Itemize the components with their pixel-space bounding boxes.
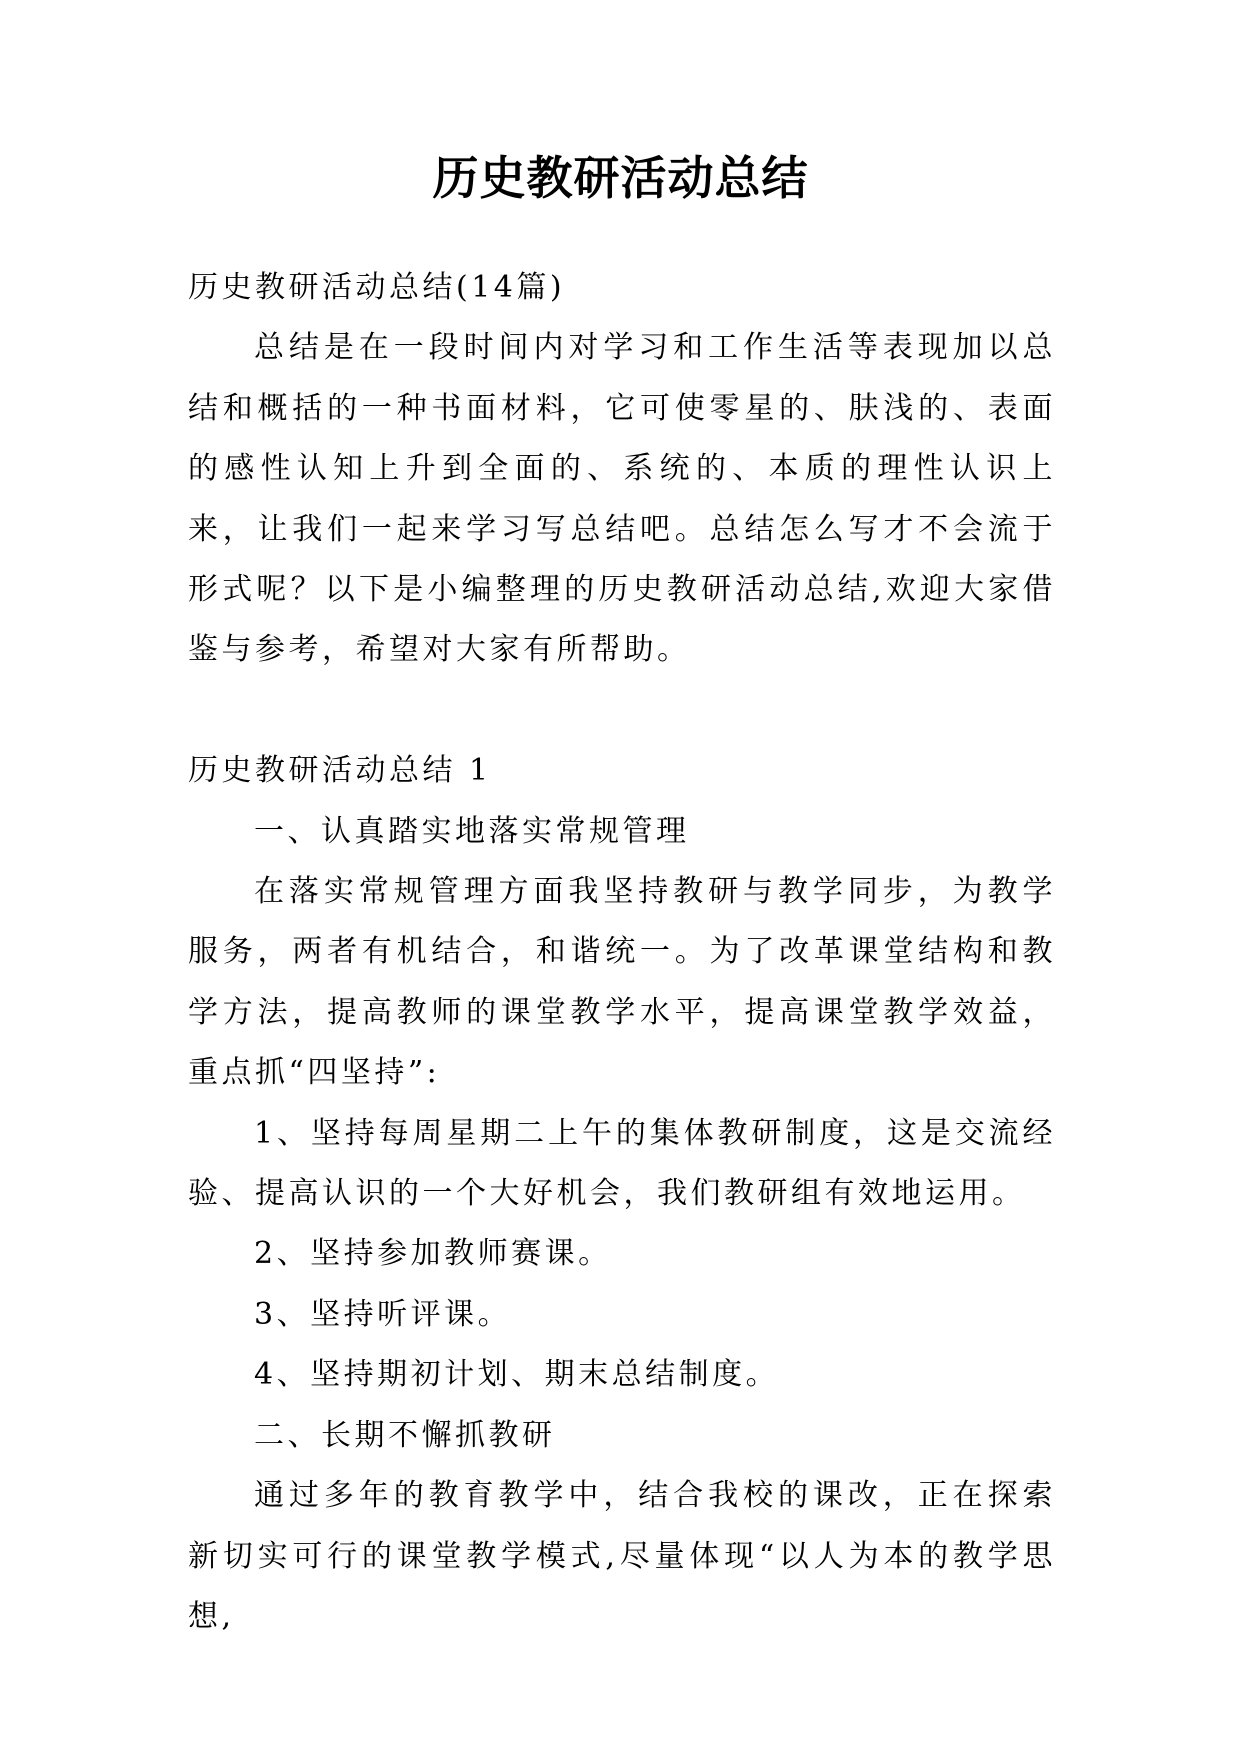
paragraph-spacer: [188, 681, 1056, 741]
document-title: 历史教研活动总结: [432, 151, 809, 205]
list-item: 2、坚持参加教师赛课。: [254, 1236, 612, 1272]
document-body: [188, 258, 1056, 1647]
list-item: 4、坚持期初计划、期末总结制度。: [254, 1357, 780, 1393]
document-subtitle: 历史教研活动总结(14篇): [188, 270, 566, 305]
body-paragraph: 通过多年的教育教学中，结合我校的课改，正在探索新切实可行的课堂教学模式,尽量体现“以人为本的教学思想,: [188, 1478, 1056, 1634]
section-heading: 历史教研活动总结 1: [188, 753, 492, 789]
subsection-heading-1: 一、认真踏实地落实常规管理: [254, 813, 690, 849]
list-item: 1、坚持每周星期二上午的集体教研制度，这是交流经验、提高认识的一个大好机会，我们教研组有效地运用。: [188, 1115, 1056, 1212]
list-item: 3、坚持听评课。: [254, 1296, 512, 1332]
body-paragraph: 在落实常规管理方面我坚持教研与教学同步，为教学服务，两者有机结合，和谐统一。为了改革课堂结构和教学方法，提高教师的课堂教学水平，提高课堂教学效益，重点抓“四坚持”:: [188, 874, 1056, 1091]
subsection-heading-2: 二、长期不懈抓教研: [254, 1417, 556, 1453]
intro-paragraph: 总结是在一段时间内对学习和工作生活等表现加以总结和概括的一种书面材料，它可使零星的、肤浅的、表面的感性认知上升到全面的、系统的、本质的理性认识上来，让我们一起来学习写总结吧。总结怎么写才不会流于形式呢？以下是小编整理的历史教研活动总结,欢迎大家借鉴与参考，希望对大家有所帮助。: [188, 330, 1056, 668]
